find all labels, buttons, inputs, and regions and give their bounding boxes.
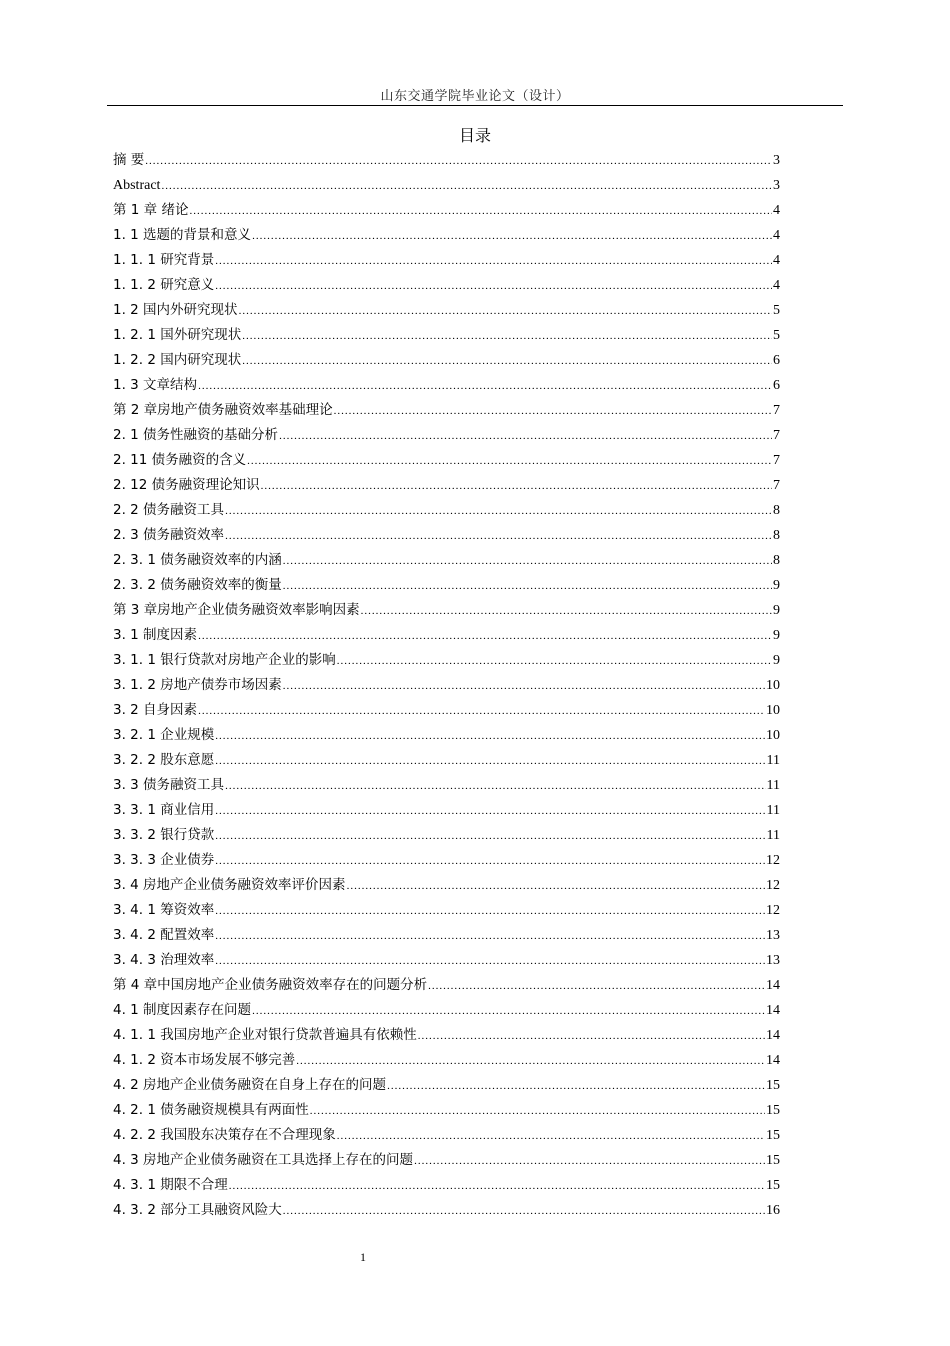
toc-entry[interactable] <box>113 248 780 273</box>
table-of-contents <box>113 148 780 1223</box>
toc-entry[interactable] <box>113 473 780 498</box>
toc-entry-title: 第 1 章 绪论 <box>113 202 189 218</box>
toc-entry-title: 第 2 章房地产债务融资效率基础理论 <box>113 402 333 418</box>
toc-dot-leader <box>215 824 765 849</box>
toc-dot-leader <box>414 1149 765 1174</box>
toc-dot-leader <box>247 449 772 474</box>
toc-dot-leader <box>161 174 772 199</box>
toc-entry[interactable] <box>113 798 780 823</box>
toc-entry-page-number: 12 <box>766 878 780 893</box>
toc-entry-page-number: 10 <box>766 728 780 743</box>
header-rule <box>107 105 843 106</box>
toc-entry-title: 1. 2. 2 国内研究现状 <box>113 352 242 368</box>
toc-entry-title: 3. 4. 3 治理效率 <box>113 952 215 968</box>
toc-entry-title: 2. 3. 2 债务融资效率的衡量 <box>113 577 282 593</box>
toc-entry[interactable] <box>113 598 780 623</box>
toc-entry[interactable] <box>113 1198 780 1223</box>
toc-entry-title: 3. 1. 1 银行贷款对房地产企业的影响 <box>113 652 336 668</box>
toc-entry[interactable] <box>113 173 780 198</box>
toc-entry-title: 3. 3. 2 银行贷款 <box>113 827 215 843</box>
toc-entry-title: 2. 2 债务融资工具 <box>113 502 225 518</box>
toc-entry-page-number: 15 <box>766 1078 780 1093</box>
toc-entry-page-number: 10 <box>766 678 780 693</box>
toc-entry[interactable] <box>113 748 780 773</box>
toc-entry[interactable] <box>113 323 780 348</box>
toc-dot-leader <box>198 374 772 399</box>
toc-dot-leader <box>283 1199 765 1224</box>
toc-dot-leader <box>215 724 765 749</box>
toc-entry-title: 4. 1. 2 资本市场发展不够完善 <box>113 1052 296 1068</box>
toc-entry-page-number: 15 <box>766 1103 780 1118</box>
toc-dot-leader <box>283 574 772 599</box>
toc-entry-page-number: 4 <box>773 228 780 243</box>
toc-entry-title: 4. 1. 1 我国房地产企业对银行贷款普遍具有依赖性 <box>113 1027 417 1043</box>
toc-entry-title: 4. 2 房地产企业债务融资在自身上存在的问题 <box>113 1077 387 1093</box>
toc-entry-title: 1. 2 国内外研究现状 <box>113 302 238 318</box>
toc-dot-leader <box>239 299 772 324</box>
toc-dot-leader <box>252 224 772 249</box>
toc-entry-page-number: 11 <box>766 828 780 843</box>
toc-entry-page-number: 12 <box>766 853 780 868</box>
toc-entry[interactable] <box>113 1173 780 1198</box>
toc-dot-leader <box>387 1074 765 1099</box>
toc-entry-title: 3. 3. 1 商业信用 <box>113 802 215 818</box>
toc-dot-leader <box>215 249 772 274</box>
toc-entry[interactable] <box>113 648 780 673</box>
toc-dot-leader <box>225 499 772 524</box>
toc-entry-title: 1. 1. 1 研究背景 <box>113 252 215 268</box>
toc-entry[interactable] <box>113 923 780 948</box>
toc-entry-title: 1. 2. 1 国外研究现状 <box>113 327 242 343</box>
toc-entry-title: 3. 4 房地产企业债务融资效率评价因素 <box>113 877 346 893</box>
toc-entry[interactable] <box>113 448 780 473</box>
toc-entry-page-number: 9 <box>773 603 780 618</box>
toc-entry[interactable] <box>113 723 780 748</box>
toc-entry-title: 摘 要 <box>113 152 145 168</box>
toc-dot-leader <box>215 924 765 949</box>
toc-entry[interactable] <box>113 873 780 898</box>
page-number: 1 <box>360 1250 366 1264</box>
toc-entry-title: 4. 3. 2 部分工具融资风险大 <box>113 1202 282 1218</box>
toc-dot-leader <box>310 1099 765 1124</box>
toc-entry-page-number: 4 <box>773 278 780 293</box>
toc-dot-leader <box>428 974 765 999</box>
toc-dot-leader <box>198 699 765 724</box>
toc-dot-leader <box>242 349 772 374</box>
toc-entry-page-number: 11 <box>766 803 780 818</box>
toc-entry[interactable] <box>113 273 780 298</box>
toc-entry[interactable] <box>113 198 780 223</box>
toc-entry-page-number: 7 <box>773 453 780 468</box>
toc-entry[interactable] <box>113 498 780 523</box>
toc-entry-page-number: 14 <box>766 978 780 993</box>
toc-entry-page-number: 15 <box>766 1178 780 1193</box>
toc-entry-title: 4. 2. 1 债务融资规模具有两面性 <box>113 1102 309 1118</box>
toc-entry-title: 3. 3 债务融资工具 <box>113 777 225 793</box>
toc-dot-leader <box>215 274 772 299</box>
toc-entry-page-number: 6 <box>773 353 780 368</box>
toc-entry-page-number: 3 <box>773 153 780 168</box>
toc-entry-page-number: 10 <box>766 703 780 718</box>
toc-entry-title: 2. 1 债务性融资的基础分析 <box>113 427 279 443</box>
toc-entry-page-number: 4 <box>773 203 780 218</box>
toc-entry-page-number: 3 <box>773 178 780 193</box>
toc-entry-title: 2. 11 债务融资的含义 <box>113 452 247 468</box>
toc-dot-leader <box>279 424 772 449</box>
toc-entry[interactable] <box>113 348 780 373</box>
toc-entry-page-number: 5 <box>773 303 780 318</box>
toc-entry[interactable] <box>113 973 780 998</box>
toc-dot-leader <box>283 549 772 574</box>
toc-entry-page-number: 13 <box>766 953 780 968</box>
toc-entry[interactable] <box>113 898 780 923</box>
toc-entry-page-number: 7 <box>773 478 780 493</box>
toc-entry-page-number: 8 <box>773 503 780 518</box>
toc-entry[interactable] <box>113 673 780 698</box>
toc-entry-title: 第 3 章房地产企业债务融资效率影响因素 <box>113 602 360 618</box>
toc-dot-leader <box>418 1024 765 1049</box>
toc-entry-title: 4. 2. 2 我国股东决策存在不合理现象 <box>113 1127 336 1143</box>
toc-entry[interactable] <box>113 1123 780 1148</box>
toc-title: 目录 <box>458 126 491 145</box>
toc-entry-page-number: 9 <box>773 653 780 668</box>
toc-dot-leader <box>229 1174 765 1199</box>
toc-entry-page-number: 11 <box>766 753 780 768</box>
toc-dot-leader <box>225 774 765 799</box>
toc-entry-title: 3. 2 自身因素 <box>113 702 198 718</box>
toc-entry-page-number: 9 <box>773 578 780 593</box>
toc-entry-title: 4. 1 制度因素存在问题 <box>113 1002 252 1018</box>
toc-entry-page-number: 13 <box>766 928 780 943</box>
toc-dot-leader <box>198 624 772 649</box>
toc-entry[interactable] <box>113 573 780 598</box>
toc-entry[interactable] <box>113 1148 780 1173</box>
toc-entry[interactable] <box>113 1073 780 1098</box>
toc-entry-title: 2. 3. 1 债务融资效率的内涵 <box>113 552 282 568</box>
toc-entry[interactable] <box>113 948 780 973</box>
toc-entry-page-number: 16 <box>766 1203 780 1218</box>
toc-dot-leader <box>215 749 765 774</box>
toc-entry-page-number: 14 <box>766 1028 780 1043</box>
toc-entry-page-number: 12 <box>766 903 780 918</box>
toc-entry[interactable] <box>113 548 780 573</box>
toc-entry-page-number: 15 <box>766 1128 780 1143</box>
toc-dot-leader <box>252 999 765 1024</box>
toc-entry-page-number: 4 <box>773 253 780 268</box>
toc-entry[interactable] <box>113 523 780 548</box>
toc-dot-leader <box>215 949 765 974</box>
toc-entry-title: Abstract <box>113 178 161 193</box>
toc-entry[interactable] <box>113 773 780 798</box>
toc-dot-leader <box>215 849 765 874</box>
toc-entry-title: 3. 2. 2 股东意愿 <box>113 752 215 768</box>
toc-entry[interactable] <box>113 148 780 173</box>
toc-entry-title: 3. 4. 1 筹资效率 <box>113 902 215 918</box>
toc-entry[interactable] <box>113 1098 780 1123</box>
toc-entry[interactable] <box>113 848 780 873</box>
toc-dot-leader <box>347 874 765 899</box>
toc-entry-page-number: 14 <box>766 1053 780 1068</box>
toc-entry-title: 1. 3 文章结构 <box>113 377 198 393</box>
toc-entry[interactable] <box>113 698 780 723</box>
toc-entry[interactable] <box>113 398 780 423</box>
toc-entry-page-number: 14 <box>766 1003 780 1018</box>
toc-dot-leader <box>334 399 772 424</box>
toc-entry-page-number: 5 <box>773 328 780 343</box>
toc-entry-title: 1. 1 选题的背景和意义 <box>113 227 252 243</box>
toc-dot-leader <box>189 199 772 224</box>
toc-entry[interactable] <box>113 423 780 448</box>
toc-entry-page-number: 9 <box>773 628 780 643</box>
toc-entry-page-number: 6 <box>773 378 780 393</box>
toc-dot-leader <box>337 649 772 674</box>
toc-dot-leader <box>242 324 772 349</box>
toc-dot-leader <box>361 599 772 624</box>
toc-entry-title: 4. 3. 1 期限不合理 <box>113 1177 228 1193</box>
toc-entry-page-number: 11 <box>766 778 780 793</box>
toc-entry-title: 第 4 章中国房地产企业债务融资效率存在的问题分析 <box>113 977 428 993</box>
toc-entry-title: 3. 1. 2 房地产债券市场因素 <box>113 677 282 693</box>
toc-entry[interactable] <box>113 823 780 848</box>
toc-entry[interactable] <box>113 1048 780 1073</box>
toc-entry[interactable] <box>113 298 780 323</box>
toc-entry[interactable] <box>113 223 780 248</box>
toc-entry-page-number: 7 <box>773 403 780 418</box>
toc-dot-leader <box>215 799 765 824</box>
toc-entry-title: 3. 4. 2 配置效率 <box>113 927 215 943</box>
toc-entry-page-number: 15 <box>766 1153 780 1168</box>
toc-dot-leader <box>296 1049 765 1074</box>
toc-dot-leader <box>145 149 772 174</box>
toc-entry-page-number: 8 <box>773 528 780 543</box>
toc-entry-title: 2. 12 债务融资理论知识 <box>113 477 260 493</box>
toc-entry-title: 3. 3. 3 企业债券 <box>113 852 215 868</box>
page-header: 山东交通学院毕业论文（设计） <box>380 89 570 104</box>
toc-dot-leader <box>283 674 765 699</box>
toc-entry-page-number: 8 <box>773 553 780 568</box>
toc-dot-leader <box>215 899 765 924</box>
toc-entry-title: 3. 2. 1 企业规模 <box>113 727 215 743</box>
toc-entry-title: 2. 3 债务融资效率 <box>113 527 225 543</box>
toc-entry[interactable] <box>113 373 780 398</box>
toc-entry-title: 3. 1 制度因素 <box>113 627 198 643</box>
toc-dot-leader <box>261 474 772 499</box>
toc-entry-title: 1. 1. 2 研究意义 <box>113 277 215 293</box>
toc-dot-leader <box>225 524 772 549</box>
toc-entry-title: 4. 3 房地产企业债务融资在工具选择上存在的问题 <box>113 1152 414 1168</box>
toc-entry[interactable] <box>113 998 780 1023</box>
toc-entry[interactable] <box>113 623 780 648</box>
toc-entry[interactable] <box>113 1023 780 1048</box>
toc-dot-leader <box>337 1124 765 1149</box>
toc-entry-page-number: 7 <box>773 428 780 443</box>
